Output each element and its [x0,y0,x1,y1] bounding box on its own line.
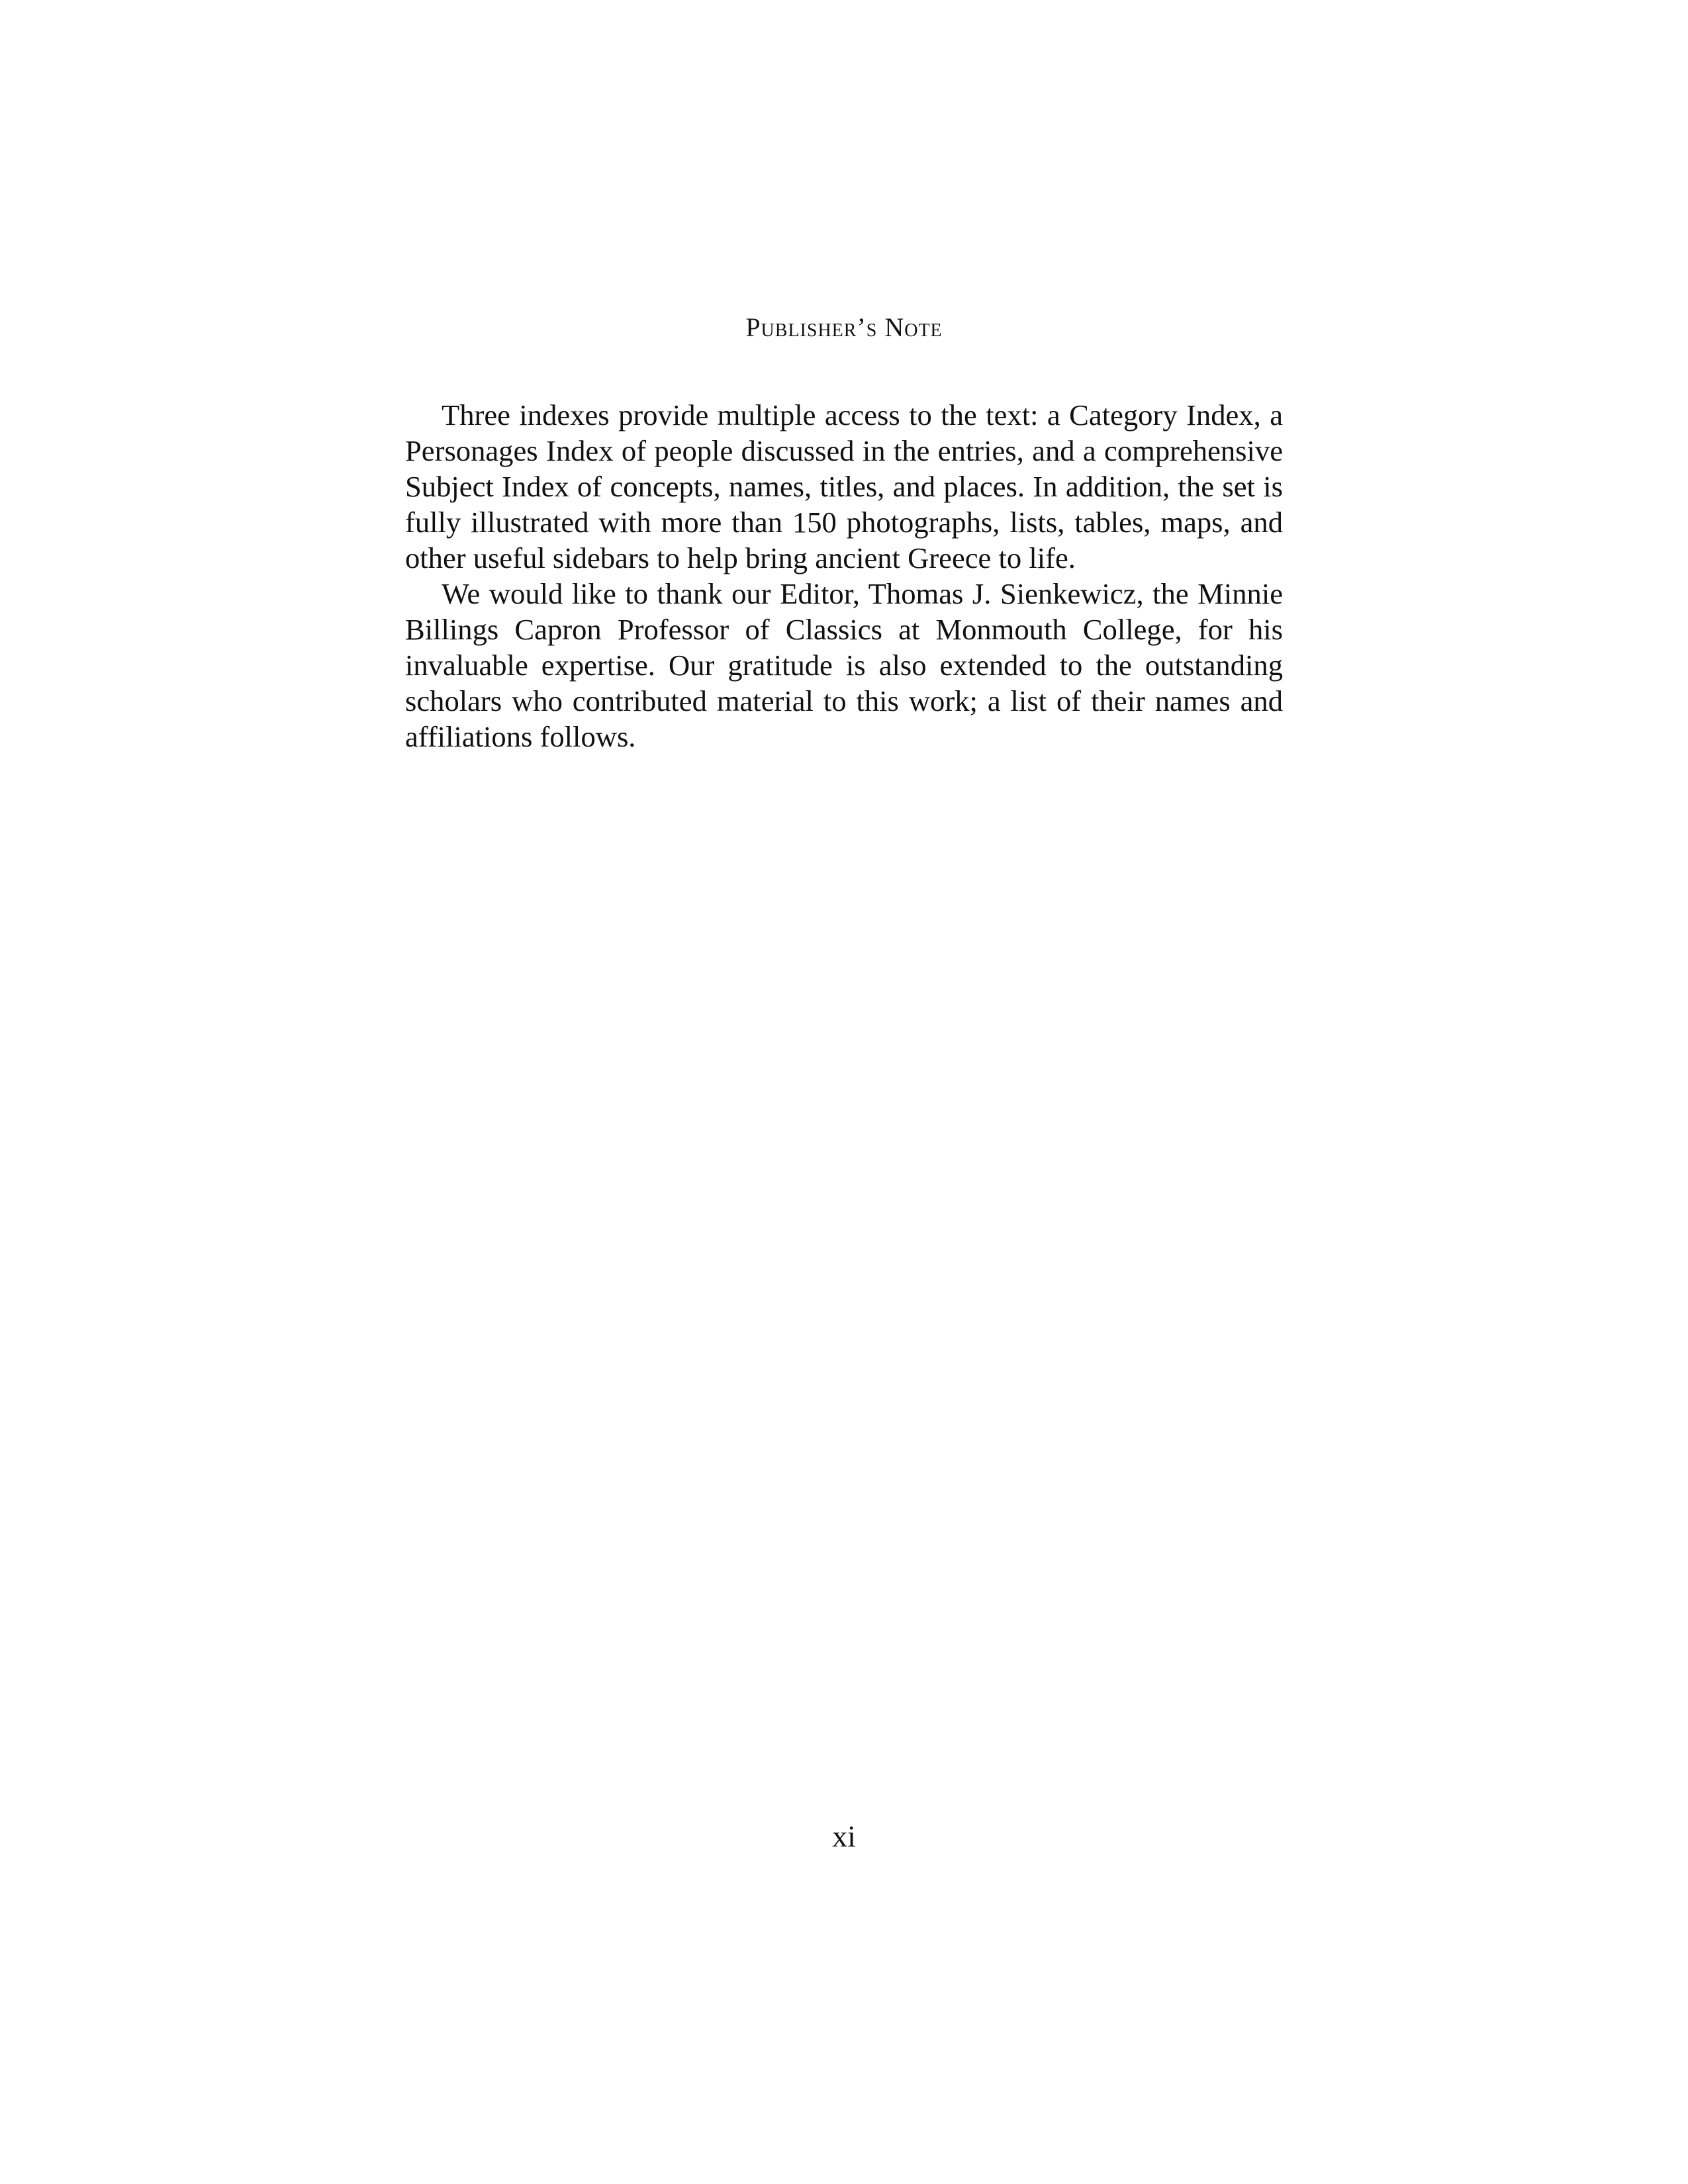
running-header: Publisher’s Note [745,312,943,342]
body-text [405,397,1283,754]
paragraph-indexes: Three indexes provide multiple access to the text: a Category Index, a Personages Index of people discussed in the entries, and a comprehensive Subject Index of concepts, names, titles, and places. In addition, the set is fully illustrated with more than 150 photographs, lists, tables, maps, and other useful sidebars to help bring ancient Greece to life. [405,398,1283,574]
page-number: xi [832,1819,856,1853]
paragraph-acknowledgments: We would like to thank our Editor, Thomas J. Sienkewicz, the Minnie Billings Capron Professor of Classics at Monmouth College, for his invaluable expertise. Our gratitude is also extended to the outstanding scholars who contributed material to this work; a list of their names and affiliations follows. [405,577,1283,753]
